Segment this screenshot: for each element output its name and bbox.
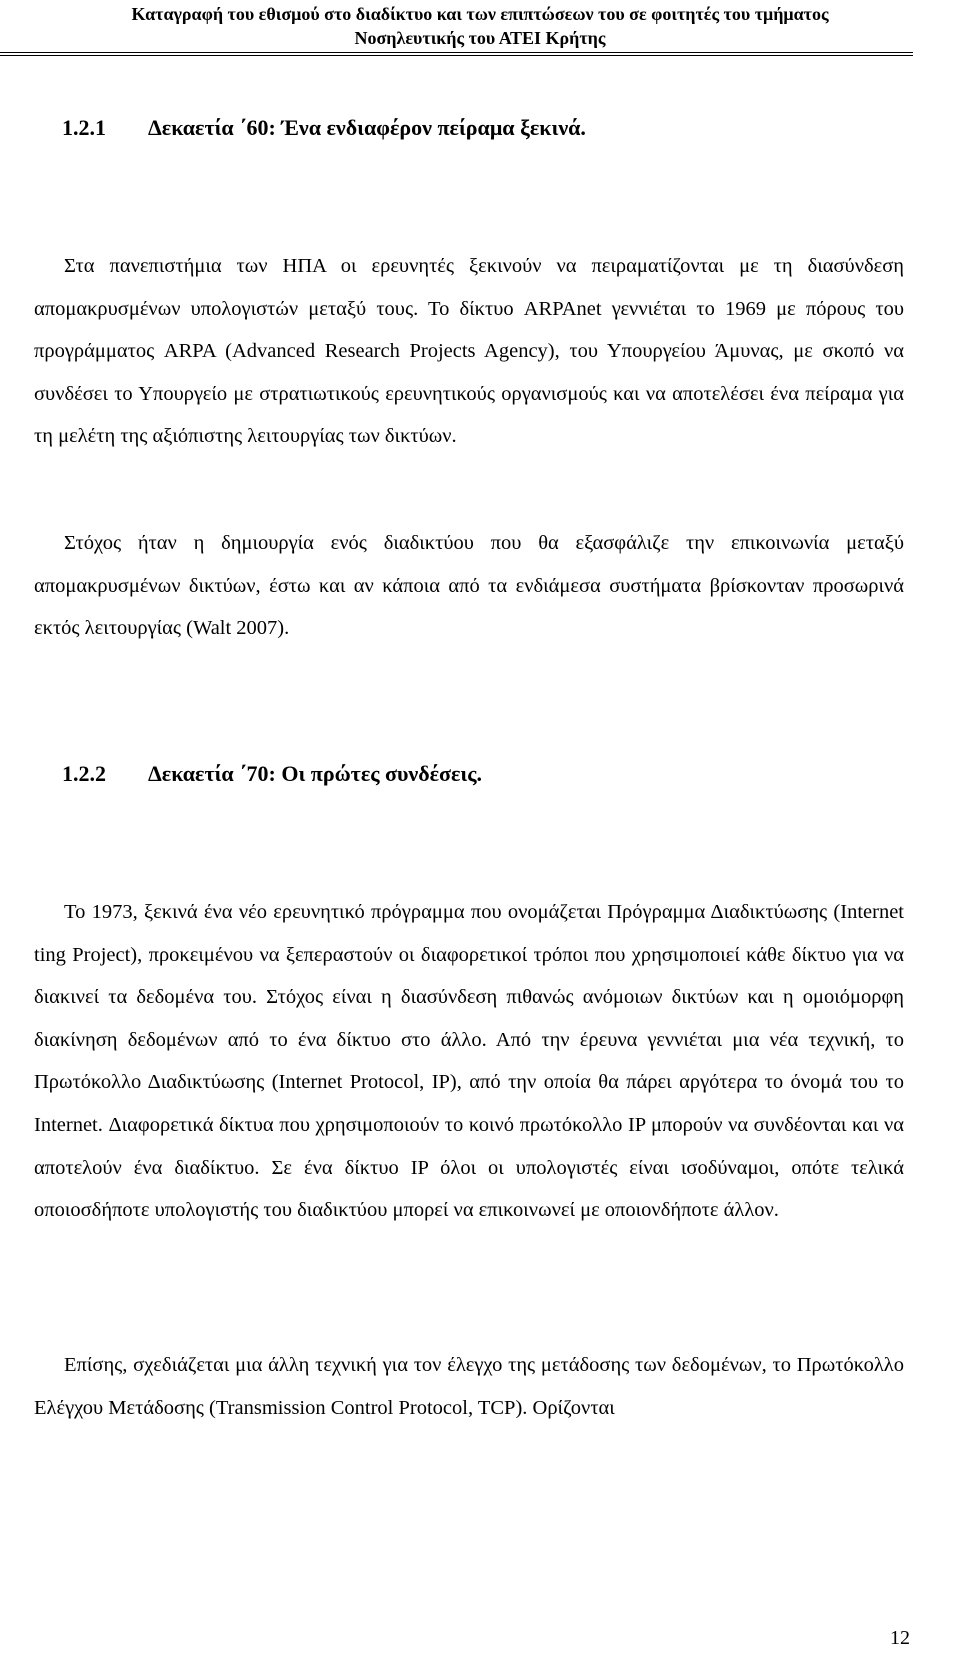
section-number: 1.2.2: [62, 761, 106, 786]
header-divider: [0, 52, 913, 53]
paragraph-internetting-project: Το 1973, ξεκινά ένα νέο ερευνητικό πρόγραμμα που ονομάζεται Πρόγραμμα Διαδικτύωσης (Internet ting Project), προκειμένου να ξεπεραστούν οι διαφορετικοί τρόποι που χρησιμοποιεί κάθε δίκτυο για να διακινεί τα δεδομένα του. Στόχος είναι η διασύνδεση πιθανώς ανόμοιων δικτύων και η ομοιόμορφη διακίνηση δεδομένων από το ένα δίκτυο στο άλλο. Από την έρευνα γεννιέται μια νέα τεχνική, το Πρωτόκολλο Διαδικτύωσης (Internet Protocol, IP), από την οποία θα πάρει αργότερα το όνομά του το Internet. Διαφορετικά δίκτυα που χρησιμοποιούν το κοινό πρωτόκολλο IP μπορούν να συνδέονται και να αποτελούν ένα διαδίκτυο. Σε ένα δίκτυο IP όλοι οι υπολογιστές είναι ισοδύναμοι, οπότε τελικά οποιοσδήποτε υπολογιστής του διαδικτύου μπορεί να επικοινωνεί με οποιονδήποτε άλλον.: [34, 901, 904, 1222]
section-heading-1-2-1: [62, 114, 586, 142]
paragraph-goal: Στόχος ήταν η δημιουργία ενός διαδικτύου που θα εξασφάλιζε την επικοινωνία μεταξύ απομακρυσμένων δικτύων, έστω και αν κάποια από τα ενδιάμεσα συστήματα βρίσκονταν προσωρινά εκτός λειτουργίας (Walt 2007).: [34, 532, 904, 640]
paragraph-arpanet: Στα πανεπιστήμια των ΗΠΑ οι ερευνητές ξεκινούν να πειραματίζονται με τη διασύνδεση απομακρυσμένων υπολογιστών μεταξύ τους. Το δίκτυο ARPAnet γεννιέται το 1969 με πόρους του προγράμματος ARPA (Advanced Research Projects Agency), του Υπουργείου Άμυνας, με σκοπό να συνδέσει το Υπουργείο με στρατιωτικούς ερευνητικούς οργανισμούς και να αποτελέσει ένα πείραμα για τη μελέτη της αξιόπιστης λειτουργίας των δικτύων.: [34, 255, 904, 448]
section-number: 1.2.1: [62, 115, 106, 140]
section-heading-1-2-2: [62, 760, 482, 788]
running-header: [40, 2, 920, 50]
page-number: 12: [890, 1627, 910, 1649]
section-title: Δεκαετία ΄60: Ένα ενδιαφέρον πείραμα ξεκινά.: [148, 115, 586, 140]
running-header-line2: Νοσηλευτικής του ΑΤΕΙ Κρήτης: [354, 28, 606, 48]
header-divider-thin: [0, 55, 913, 56]
paragraph-tcp: Επίσης, σχεδιάζεται μια άλλη τεχνική για τον έλεγχο της μετάδοσης των δεδομένων, το Πρωτόκολλο Ελέγχου Μετάδοσης (Transmission Control Protocol, TCP). Ορίζονται: [34, 1354, 904, 1419]
running-header-line1: Καταγραφή του εθισμού στο διαδίκτυο και των επιπτώσεων του σε φοιτητές του τμήματος: [131, 4, 829, 24]
section-title: Δεκαετία ΄70: Οι πρώτες συνδέσεις.: [148, 761, 483, 786]
